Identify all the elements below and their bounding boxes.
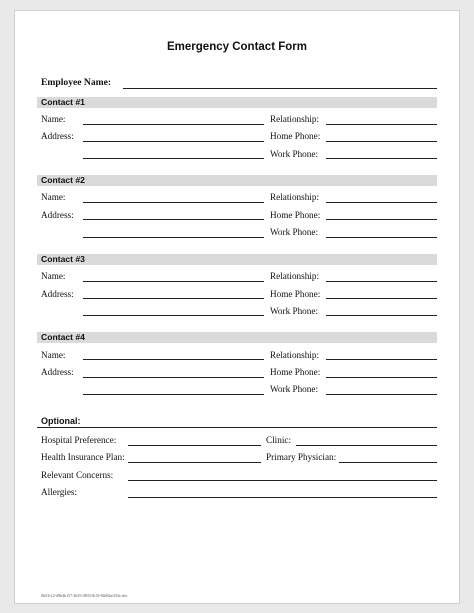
contact-2-work-phone-field[interactable] <box>326 237 437 238</box>
contact-1-name-field[interactable] <box>83 124 264 125</box>
contact-2-address-field-1[interactable] <box>83 219 264 220</box>
contact-1-work-phone-label: Work Phone: <box>270 149 319 159</box>
contact-2-home-phone-label: Home Phone: <box>270 210 321 220</box>
health-insurance-label: Health Insurance Plan: <box>41 452 125 462</box>
contact-2-heading: Contact #2 <box>41 175 85 185</box>
employee-name-field[interactable] <box>123 88 437 89</box>
contact-4-address-field-1[interactable] <box>83 377 264 378</box>
hospital-preference-label: Hospital Preference: <box>41 435 117 445</box>
allergies-label: Allergies: <box>41 487 78 497</box>
contact-3-home-phone-label: Home Phone: <box>270 289 321 299</box>
contact-3-address-field-2[interactable] <box>83 315 264 316</box>
relevant-concerns-field[interactable] <box>128 480 437 481</box>
contact-4-heading: Contact #4 <box>41 332 85 342</box>
contact-2-relationship-label: Relationship: <box>270 192 319 202</box>
contact-3-relationship-label: Relationship: <box>270 271 319 281</box>
contact-2-name-field[interactable] <box>83 202 264 203</box>
contact-1-header <box>37 97 437 108</box>
contact-1-home-phone-label: Home Phone: <box>270 131 321 141</box>
contact-1-work-phone-field[interactable] <box>326 158 437 159</box>
contact-3-header <box>37 254 437 265</box>
contact-4-address-label: Address: <box>41 367 74 377</box>
contact-3-address-label: Address: <box>41 289 74 299</box>
contact-1-address-label: Address: <box>41 131 74 141</box>
contact-3-heading: Contact #3 <box>41 254 85 264</box>
primary-physician-field[interactable] <box>339 462 437 463</box>
allergies-field[interactable] <box>128 497 437 498</box>
contact-3-work-phone-label: Work Phone: <box>270 306 319 316</box>
contact-4-address-field-2[interactable] <box>83 394 264 395</box>
optional-divider <box>37 427 437 428</box>
page-title: Emergency Contact Form <box>167 41 307 53</box>
contact-3-home-phone-field[interactable] <box>326 298 437 299</box>
primary-physician-label: Primary Physician: <box>266 452 337 462</box>
relevant-concerns-label: Relevant Concerns: <box>41 470 114 480</box>
contact-4-relationship-field[interactable] <box>326 359 437 360</box>
contact-4-name-field[interactable] <box>83 359 264 360</box>
contact-4-work-phone-label: Work Phone: <box>270 384 319 394</box>
health-insurance-field[interactable] <box>128 462 261 463</box>
contact-4-home-phone-label: Home Phone: <box>270 367 321 377</box>
clinic-label: Clinic: <box>266 435 292 445</box>
clinic-field[interactable] <box>296 445 437 446</box>
contact-4-name-label: Name: <box>41 350 66 360</box>
contact-2-work-phone-label: Work Phone: <box>270 227 319 237</box>
contact-2-relationship-field[interactable] <box>326 202 437 203</box>
contact-2-name-label: Name: <box>41 192 66 202</box>
contact-2-address-field-2[interactable] <box>83 237 264 238</box>
footer-file-id: 0b53c12-d9b4b157-4b19-4833-8c5f-84b82af2f3e.doc <box>41 593 128 598</box>
optional-heading: Optional: <box>41 416 81 426</box>
contact-1-address-field-2[interactable] <box>83 158 264 159</box>
contact-2-home-phone-field[interactable] <box>326 219 437 220</box>
contact-1-relationship-label: Relationship: <box>270 114 319 124</box>
contact-2-header <box>37 175 437 186</box>
contact-1-name-label: Name: <box>41 114 66 124</box>
contact-3-name-label: Name: <box>41 271 66 281</box>
contact-1-address-field-1[interactable] <box>83 141 264 142</box>
employee-name-label: Employee Name: <box>41 77 112 88</box>
contact-1-relationship-field[interactable] <box>326 124 437 125</box>
contact-3-address-field-1[interactable] <box>83 298 264 299</box>
contact-3-name-field[interactable] <box>83 281 264 282</box>
contact-4-relationship-label: Relationship: <box>270 350 319 360</box>
contact-4-home-phone-field[interactable] <box>326 377 437 378</box>
contact-4-header <box>37 332 437 343</box>
form-page <box>14 10 460 604</box>
contact-1-heading: Contact #1 <box>41 97 85 107</box>
hospital-preference-field[interactable] <box>128 445 261 446</box>
contact-3-work-phone-field[interactable] <box>326 315 437 316</box>
contact-4-work-phone-field[interactable] <box>326 394 437 395</box>
contact-2-address-label: Address: <box>41 210 74 220</box>
contact-1-home-phone-field[interactable] <box>326 141 437 142</box>
contact-3-relationship-field[interactable] <box>326 281 437 282</box>
